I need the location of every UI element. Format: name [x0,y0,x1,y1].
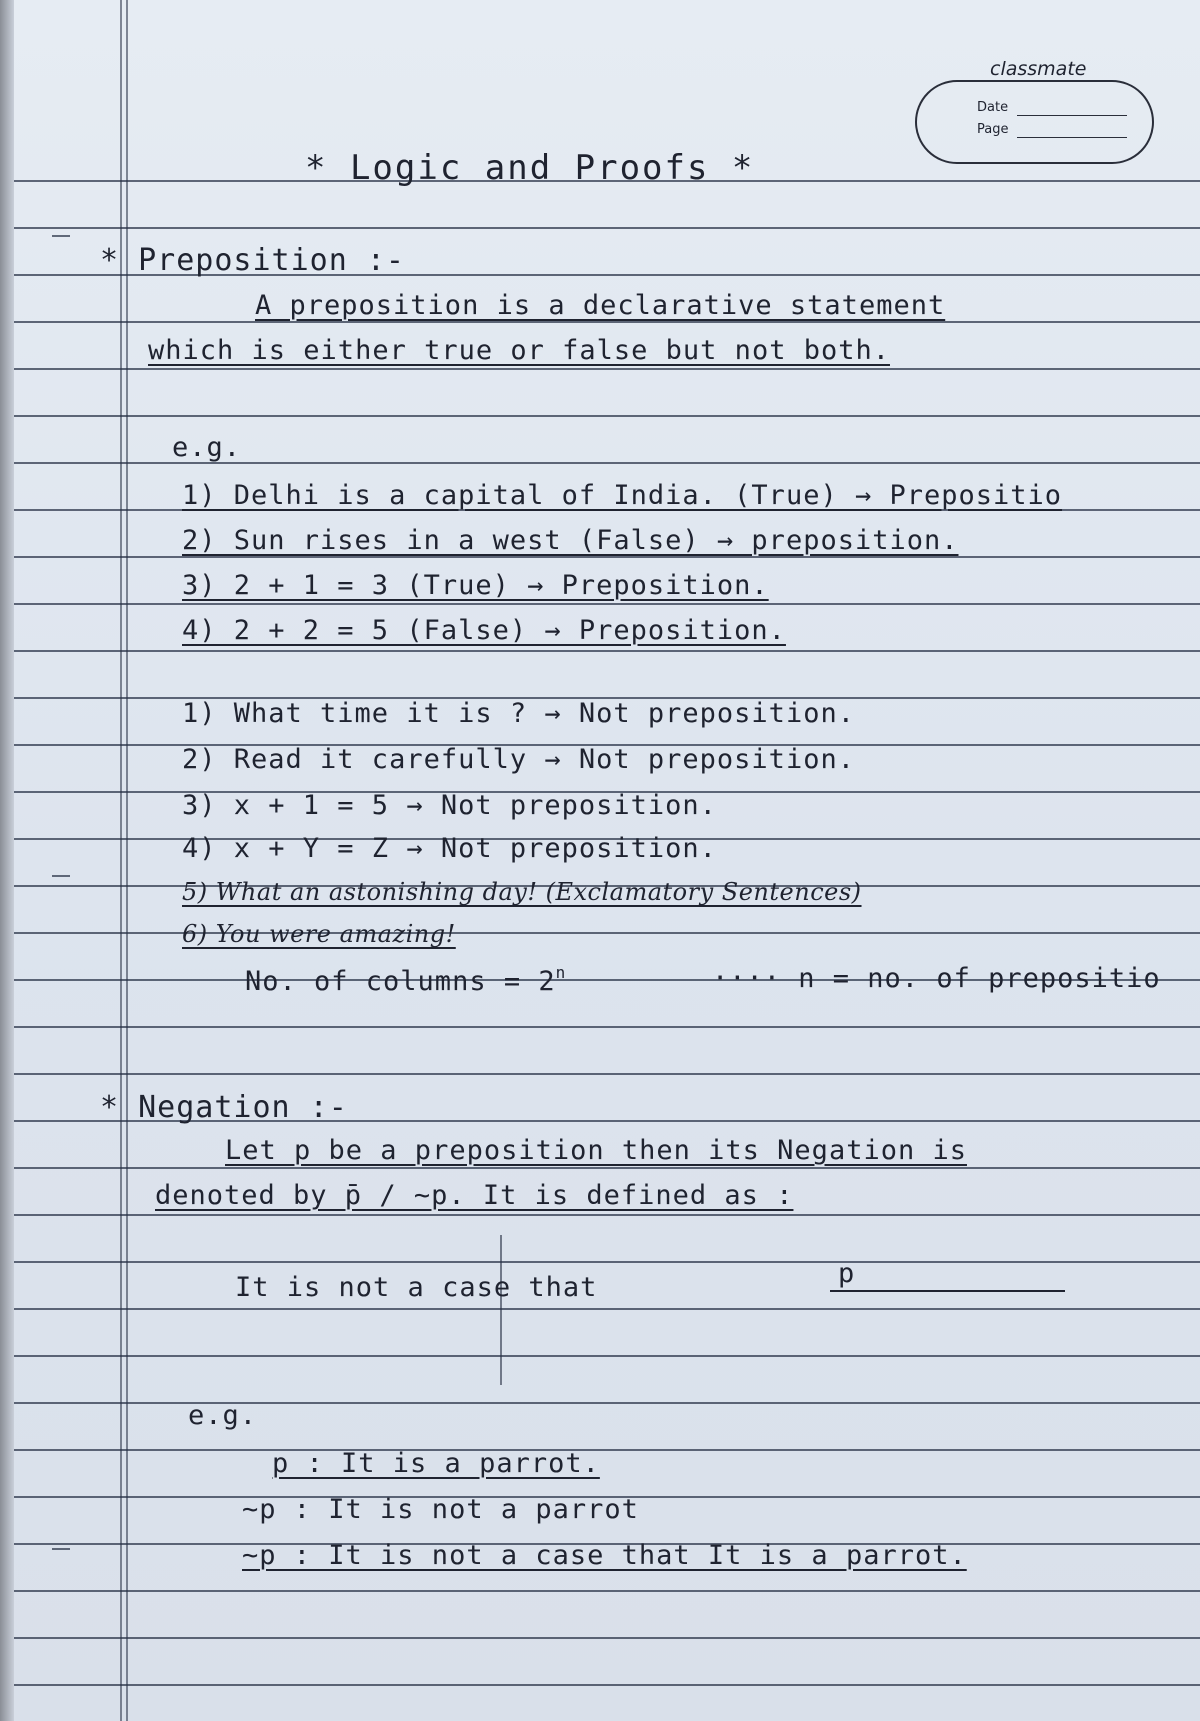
columns-exponent: n [555,963,567,982]
ruled-line [14,415,1200,417]
example-item: 4) 2 + 2 = 5 (False) → Preposition. [182,615,786,646]
page-field-line [1017,137,1127,138]
non-example-item: 1) What time it is ? → Not preposition. [182,698,855,729]
negation-example: ~p : It is not a case that It is a parrot. [242,1540,967,1571]
ruled-line [14,1355,1200,1357]
margin-tick [52,875,70,877]
example-item: 1) Delhi is a capital of India. (True) → Prepositio [182,480,1063,511]
ruled-line [14,1590,1200,1592]
ruled-line [14,603,1200,605]
sketch-divider [500,1235,502,1385]
ruled-line [14,1637,1200,1639]
brand-logo: classmate [990,58,1087,80]
margin-tick [52,1548,70,1550]
ruled-line [14,368,1200,370]
ruled-line [14,1214,1200,1216]
definition-line: A preposition is a declarative statement [255,290,946,321]
definition-line: which is either true or false but not both. [148,335,890,366]
non-example-item: 6) You were amazing! [182,920,456,948]
ruled-line [14,1261,1200,1263]
ruled-line [14,650,1200,652]
ruled-line [14,227,1200,229]
section-heading-negation: * Negation :- [100,1090,348,1125]
section-heading-preposition: * Preposition :- [100,243,405,278]
case-variable: p [838,1258,856,1289]
margin-tick [52,235,70,237]
negation-example: ~p : It is not a parrot [242,1494,639,1525]
date-label: Date [977,100,1009,115]
ruled-line [14,1449,1200,1451]
case-variable-line [830,1290,1065,1292]
ruled-line [14,1684,1200,1686]
page-label: Page [977,122,1009,137]
example-item: 3) 2 + 1 = 3 (True) → Preposition. [182,570,769,601]
example-item: 2) Sun rises in a west (False) → preposition. [182,525,959,556]
ruled-line [14,321,1200,323]
ruled-line [14,1026,1200,1028]
definition-line: Let p be a preposition then its Negation is [225,1135,967,1166]
columns-formula [245,963,566,997]
non-example-item: 2) Read it carefully → Not preposition. [182,744,855,775]
non-example-item: 3) x + 1 = 5 → Not preposition. [182,790,717,821]
ruled-line [14,1308,1200,1310]
example-label: e.g. [188,1400,258,1431]
non-example-item: 4) x + Y = Z → Not preposition. [182,833,717,864]
example-label: e.g. [172,432,242,463]
columns-label: No. of columns = 2 [245,966,556,997]
ruled-line [14,556,1200,558]
definition-line: denoted by p̄ / ~p. It is defined as : [155,1180,794,1211]
negation-example: p : It is a parrot. [272,1448,600,1479]
ruled-line [14,1167,1200,1169]
columns-note: ···· n = no. of prepositio [712,963,1161,994]
date-field-line [1017,115,1127,116]
notebook-binding [0,0,14,1721]
non-example-item: 5) What an astonishing day! (Exclamatory Sentences) [182,878,862,906]
case-text: It is not a case that [235,1272,598,1303]
page-title: * Logic and Proofs * [305,148,755,188]
ruled-line [14,1073,1200,1075]
date-page-stamp [915,80,1154,164]
